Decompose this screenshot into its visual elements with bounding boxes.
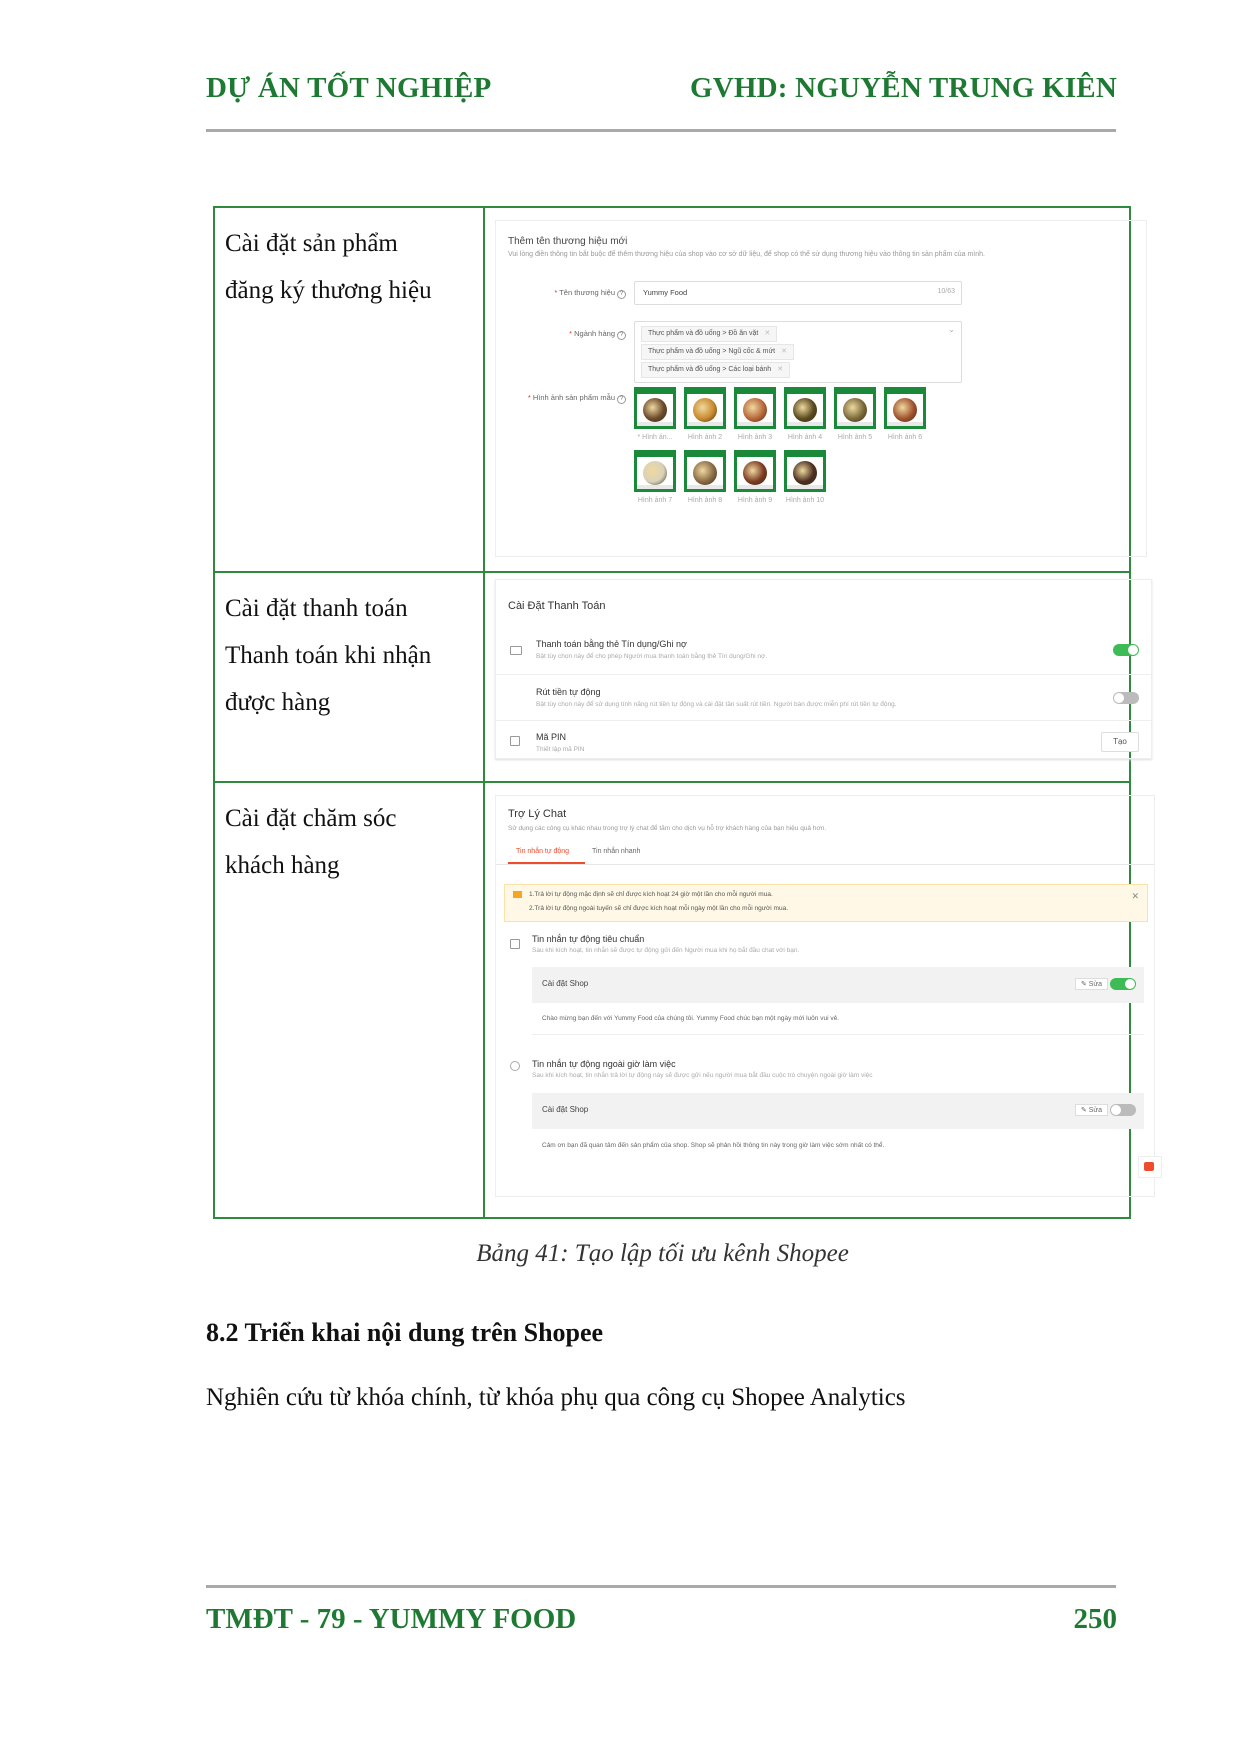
help-icon: ? [617,331,626,340]
brand-form-title: Thêm tên thương hiệu mới [508,236,628,247]
standard-auto-toggle[interactable] [1110,978,1136,990]
close-icon: ✕ [764,330,771,337]
settings-table [213,206,1139,1219]
chat-assistant-panel [495,795,1155,1197]
edit-button[interactable]: ✎ Sửa [1075,1104,1108,1116]
food-photo [743,461,767,485]
header-project-title: DỰ ÁN TỐT NGHIỆP [206,72,492,104]
product-image-caption: Hình ảnh 9 [737,497,773,504]
table-row [214,207,1130,572]
close-icon[interactable]: ✕ [1131,891,1139,901]
product-image-caption: * Hình ản... [637,434,673,441]
tab-quick-messages[interactable]: Tin nhắn nhanh [592,848,641,855]
chat-screenshot [484,782,1139,1218]
brand-form-panel [495,220,1147,557]
edit-button[interactable]: ✎ Sửa [1075,978,1108,990]
brand-form-subtitle: Vui lòng điền thông tin bắt buộc để thêm thương hiệu của shop vào cơ sở dữ liệu, để shop có thể sử dụng thương hiệu vào thông tin sản phẩm của mình. [508,251,985,258]
auto-withdraw-toggle[interactable] [1113,692,1139,704]
credit-card-icon [510,646,522,655]
product-image-caption: Hình ảnh 2 [687,434,723,441]
food-photo [793,398,817,422]
product-image-caption: Hình ảnh 4 [787,434,823,441]
food-photo [643,461,667,485]
category-tag[interactable]: Thực phẩm và đồ uống > Đồ ăn vặt ✕ [641,326,777,342]
product-image-caption: Hình ảnh 5 [837,434,873,441]
chevron-down-icon[interactable]: ⌄ [948,325,955,334]
offhours-auto-message: Cảm ơn bạn đã quan tâm đến sản phẩm của shop. Shop sẽ phản hồi thông tin này trong giờ làm việc sớm nhất có thể. [542,1142,885,1149]
close-icon: ✕ [781,348,787,355]
food-photo [693,398,717,422]
footer-divider [206,1585,1116,1588]
chat-assistant-title: Trợ Lý Chat [508,808,567,820]
standard-auto-setting: Cài đặt Shop ✎ Sửa [532,967,1144,1003]
product-image-thumb[interactable] [834,387,876,429]
card-payment-title: Thanh toán bằng thẻ Tín dụng/Ghi nợ [536,639,687,649]
footer-title: TMĐT - 79 - YUMMY FOOD [206,1603,577,1635]
pin-title: Mã PIN [536,732,567,742]
product-image-caption: Hình ảnh 10 [785,497,825,504]
category-tag[interactable]: Thực phẩm và đồ uống > Các loại bánh ✕ [641,362,790,378]
auto-withdraw-title: Rút tiền tự động [536,687,601,697]
product-image-caption: Hình ảnh 6 [887,434,923,441]
chat-assistant-subtitle: Sử dụng các công cụ khác nhau trong trợ lý chat để tăm cho dịch vụ hỗ trợ khách hàng của bạn hiệu quả hơn. [508,825,827,832]
table-row [214,572,1130,782]
offhours-auto-setting: Cài đặt Shop ✎ Sửa [532,1093,1144,1129]
product-image-thumb[interactable] [684,387,726,429]
speaker-icon [513,891,522,898]
offhours-auto-title: Tin nhắn tự động ngoài giờ làm việc [532,1059,676,1069]
product-image-thumb[interactable] [684,450,726,492]
product-image-caption: Hình ảnh 7 [637,497,673,504]
row-label: Cài đặt thanh toán Thanh toán khi nhận được hàng [214,572,484,782]
product-image-thumb[interactable] [634,387,676,429]
auto-withdraw-desc: Bật tùy chọn này để sử dụng tính năng rút tiền tự động và cài đặt tần suất rút tiền. Người bán được miễn phí rút tiền tự động. [536,701,897,708]
help-icon: ? [617,290,626,299]
create-pin-button[interactable]: Tạo [1101,732,1139,752]
food-photo [743,398,767,422]
offhours-auto-toggle[interactable] [1110,1104,1136,1116]
offhours-radio[interactable] [510,1061,520,1071]
table-caption: Bảng 41: Tạo lập tối ưu kênh Shopee [476,1240,849,1267]
help-icon: ? [617,395,626,404]
category-label: * Ngành hàng ? [569,329,626,340]
close-icon: ✕ [777,366,784,373]
row-label: Cài đặt chăm sóc khách hàng [214,782,484,1218]
standard-auto-desc: Sau khi kích hoạt, tin nhắn sẽ được tự động gửi đến Người mua khi họ bắt đầu chat với bạn. [532,947,800,954]
brand-name-label: * Tên thương hiệu ? [554,288,626,299]
pin-desc: Thiết lập mã PIN [536,746,585,753]
standard-auto-title: Tin nhắn tự động tiêu chuẩn [532,934,645,944]
category-select[interactable] [634,321,962,383]
header-advisor: GVHD: NGUYỄN TRUNG KIÊN [689,72,1117,104]
flag-icon [510,939,520,949]
product-image-thumb[interactable] [884,387,926,429]
product-image-thumb[interactable] [784,387,826,429]
product-image-thumb[interactable] [734,450,776,492]
category-tag[interactable]: Thực phẩm và đồ uống > Ngũ cốc & mứt ✕ [641,344,794,360]
product-image-thumb[interactable] [634,450,676,492]
product-image-thumb[interactable] [734,387,776,429]
food-photo [793,461,817,485]
brand-name-input[interactable]: Yummy Food 10/63 [634,281,962,305]
card-payment-toggle[interactable] [1113,644,1139,656]
food-photo [693,461,717,485]
standard-auto-message: Chào mừng bạn đến với Yummy Food của chúng tôi. Yummy Food chúc bạn một ngày mới luôn vui vẻ. [542,1015,839,1022]
product-image-caption: Hình ảnh 8 [687,497,723,504]
payment-screenshot [484,572,1130,782]
header-divider [206,129,1116,132]
brand-screenshot [484,207,1130,572]
auto-reply-notice: 1.Trả lời tự động mặc định sẽ chỉ được kích hoạt 24 giờ một lần cho mỗi người mua. 2.Trả lời tự động ngoài tuyến sẽ chỉ được kích hoạt mỗi ngày một lần cho mỗi người mua. ✕ [504,884,1148,922]
food-photo [843,398,867,422]
body-paragraph: Nghiên cứu từ khóa chính, từ khóa phụ qua công cụ Shopee Analytics [206,1384,906,1411]
chat-bubble-icon[interactable] [1138,1156,1162,1178]
product-image-thumb[interactable] [784,450,826,492]
card-payment-desc: Bật tùy chọn này để cho phép Người mua thanh toán bằng thẻ Tín dụng/Ghi nợ. [536,653,768,660]
tab-auto-messages[interactable]: Tin nhắn tự động [516,848,570,855]
food-photo [643,398,667,422]
row-label: Cài đặt sản phẩm đăng ký thương hiệu [214,207,484,572]
table-row [214,782,1130,1218]
payment-settings-panel [495,579,1152,759]
payment-settings-title: Cài Đặt Thanh Toán [508,600,606,612]
food-photo [893,398,917,422]
product-image-caption: Hình ảnh 3 [737,434,773,441]
pin-icon [510,736,520,746]
offhours-auto-desc: Sau khi kích hoạt, tin nhắn trả lời tự động này sẽ được gửi nếu người mua bắt đầu cuộc trò chuyện ngoài giờ làm việc [532,1072,873,1079]
section-heading: 8.2 Triển khai nội dung trên Shopee [206,1318,604,1347]
page-number: 250 [1073,1603,1117,1635]
sample-images-label: * Hình ảnh sản phẩm mẫu ? [528,393,626,404]
